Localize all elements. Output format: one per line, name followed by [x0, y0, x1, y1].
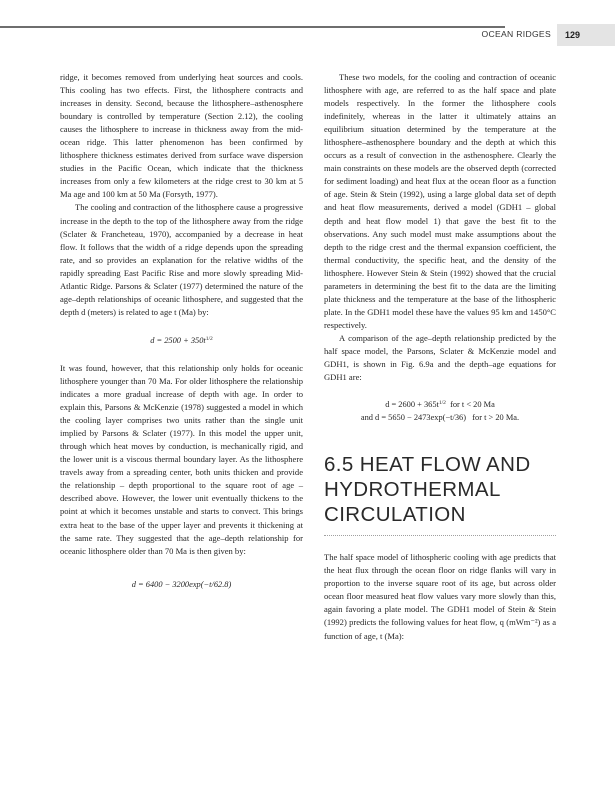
- left-paragraph-3: It was found, however, that this relationship only holds for oceanic lithosphere younger than 70 Ma. For older lithosphere the relationship indicates a more gradual increase of depth with age. In order to explain this, Parsons & McKenzie (1978) suggested a model in which the cooling layer comprises two units rather than the single unit implied by Parsons & Sclater (1977). In this model the upper unit, through which heat moves by conduction, is mechanically rigid, and the lower unit is a viscous thermal boundary layer. As the lithosphere travels away from a spreading center, both units thicken and provide the relationship – depth proportional to the square root of age – described above. However, the lower unit eventually thickens to the point at which it becomes unstable and starts to convect. This brings extra heat to the base of the upper layer and prevents it thickening at the same rate. They suggested that the age–depth relationship for oceanic lithosphere older than 70 Ma is then given by:: [60, 362, 303, 556]
- left-column: [60, 71, 303, 606]
- right-paragraph-2: A comparison of the age–depth relationship predicted by the half space model, the Parsons, Sclater & McKenzie model and GDH1, is shown in Fig. 6.9a and the depth–age equations for GDH1 are:: [324, 332, 556, 383]
- equation-parsons-sclater: [60, 333, 303, 347]
- left-paragraph-2: The cooling and contraction of the lithosphere cause a progressive increase in the depth to the top of the lithosphere away from the ridge (Sclater & Francheteau, 1970), accompanied by a decrease in heat flow. It follows that the width of a ridge depends upon the spreading rate, and so provides an explanation for the relative widths of the rapidly spreading East Pacific Rise and more slowly spreading Mid-Atlantic Ridge. Parsons & Sclater (1977) determined the nature of the age–depth relationships of oceanic lithosphere, and suggested that the depth d (meters) is related to age t (Ma) by:: [60, 202, 303, 317]
- equations-gdh1: [324, 397, 556, 424]
- equation-gdh1-young: $d = 2600 + 365t^{1/2}$ for t < 20 Ma: [385, 400, 495, 410]
- equation-1-exponent: 1/2: [205, 335, 213, 342]
- right-paragraph-1: These two models, for the cooling and contraction of oceanic lithosphere with age, are referred to as the half space and plate models respectively. In the former the lithosphere cools indefinitely, whereas in the latter it ultimately attains an equilibrium situation determined by the temperature at the lithosphere–asthenosphere boundary and the depth at which this occurs as a result of convection in the asthenosphere. Clearly the main constraints on these models are the observed depth (corrected for sediment loading) and heat flux at the ocean floor as a function of age. Stein & Stein (1992), using a large global data set of depth and heat flow measurements, derived a model (GDH1 – global depth and heat flow model 1) that gave the best fit to the observations. Any such model must make assumptions about the depth to the ridge crest and the thermal expansion coefficient, the thermal conductivity, the specific heat, and the density of the lithosphere. However Stein & Stein (1992) showed that the crucial parameters in determining the best fit to the data are the limiting plate thickness and the temperature at the base of the lithospheric plate. In the GDH1 model these have the values 95 km and 1450°C respectively.: [324, 72, 556, 330]
- page-number: 129: [565, 30, 581, 40]
- header-rule: [0, 26, 505, 28]
- page-number-box: [557, 24, 615, 46]
- left-paragraph-1: ridge, it becomes removed from underlying heat sources and cools. This cooling has two effects. First, the lithosphere contracts and increases in density. Second, because the lithosphere–asthenosphere boundary is controlled by temperature (Section 2.12), the cooling causes the lithosphere to increase in thickness away from the mid-ocean ridge. This latter phenomenon has been confirmed by lithosphere thickness estimates derived from surface wave dispersion studies in the Pacific Ocean, which indicate that the thickness increases from only a few kilometers at the ridge crest to 30 km at 5 Ma age and 100 km at 50 Ma (Forsyth, 1977).: [60, 72, 303, 200]
- equation-older-lithosphere: d = 6400 − 3200exp(−t/62.8): [131, 579, 232, 589]
- equation-1-main: d = 2500 + 350t: [150, 335, 206, 345]
- section-rule: [324, 535, 556, 536]
- right-column: [324, 71, 556, 643]
- running-title: OCEAN RIDGES: [481, 29, 551, 39]
- section-heading: 6.5 HEAT FLOW AND HYDROTHERMAL CIRCULATION: [324, 453, 531, 527]
- equation-gdh1-old: and d = 5650 − 2473exp(−t/36) for t > 20 Ma.: [360, 413, 520, 423]
- right-paragraph-3: The half space model of lithospheric cooling with age predicts that the heat flux through the ocean floor on ridge flanks will vary in proportion to the inverse square root of its age, but across older ocean floor measured heat flow values vary more slowly than this, again favoring a plate model. The GDH1 model of Stein & Stein (1992) predicts the following values for heat flow, q (mWm⁻²) as a function of age, t (Ma):: [324, 552, 556, 641]
